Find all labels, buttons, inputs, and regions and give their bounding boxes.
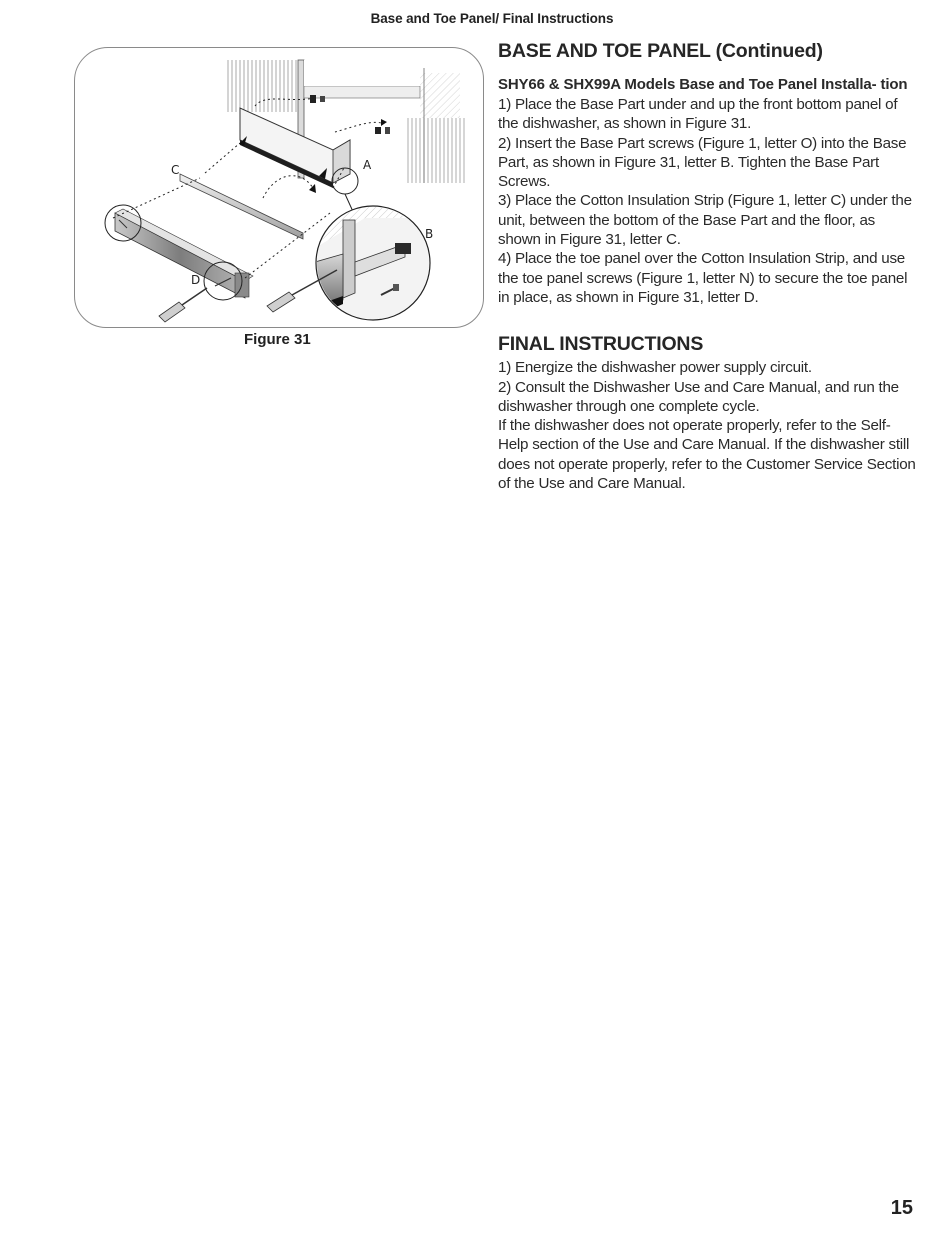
figure-caption: Figure 31: [244, 331, 311, 348]
callout-c: C: [171, 163, 180, 177]
toe-panel: [115, 209, 253, 298]
installation-diagram: [75, 48, 484, 328]
final-note: If the dishwasher does not operate properly, refer to the Self-Help section of the Use and Care Manual. If the dishwasher still does not operate properly, refer to the Customer Service Section of the Use and Care Manual.: [498, 417, 916, 493]
callout-b: B: [425, 227, 434, 241]
section-title-final: FINAL INSTRUCTIONS: [498, 333, 704, 356]
step-2: 2) Insert the Base Part screws (Figure 1, letter O) into the Base Part, as shown in Figure 31, letter B. Tighten the Base Part Screws.: [498, 134, 907, 191]
final-step-2: 2) Consult the Dishwasher Use and Care Manual, and run the dishwasher through one complete cycle.: [498, 378, 899, 415]
step-3: 3) Place the Cotton Insulation Strip (Figure 1, letter C) under the unit, between the bottom of the Base Part and the floor, as shown in Figure 31, letter C.: [498, 192, 912, 249]
section-subtitle-models: SHY66 & SHX99A Models Base and Toe Panel Installa- tion: [498, 76, 908, 93]
step-1: 1) Place the Base Part under and up the front bottom panel of the dishwasher, as shown in Figure 31.: [498, 96, 898, 133]
instructions-column: [498, 40, 918, 493]
callout-a: A: [363, 158, 372, 172]
page-number: 15: [890, 1197, 913, 1219]
callout-d: D: [191, 273, 201, 287]
zoom-detail-b: [315, 206, 433, 321]
figure-31-illustration: [74, 47, 484, 328]
step-4: 4) Place the toe panel over the Cotton Insulation Strip, and use the toe panel screws (Figure 1, letter N) to secure the toe panel in place, as shown in Figure 31, letter D.: [498, 250, 908, 306]
running-header: Base and Toe Panel/ Final Instructions: [370, 11, 614, 26]
final-step-1: 1) Energize the dishwasher power supply circuit.: [498, 359, 812, 377]
screwdriver-left: [159, 288, 207, 322]
section-title-base: BASE AND TOE PANEL (Continued): [498, 40, 823, 62]
insulation-strip: [180, 174, 303, 239]
